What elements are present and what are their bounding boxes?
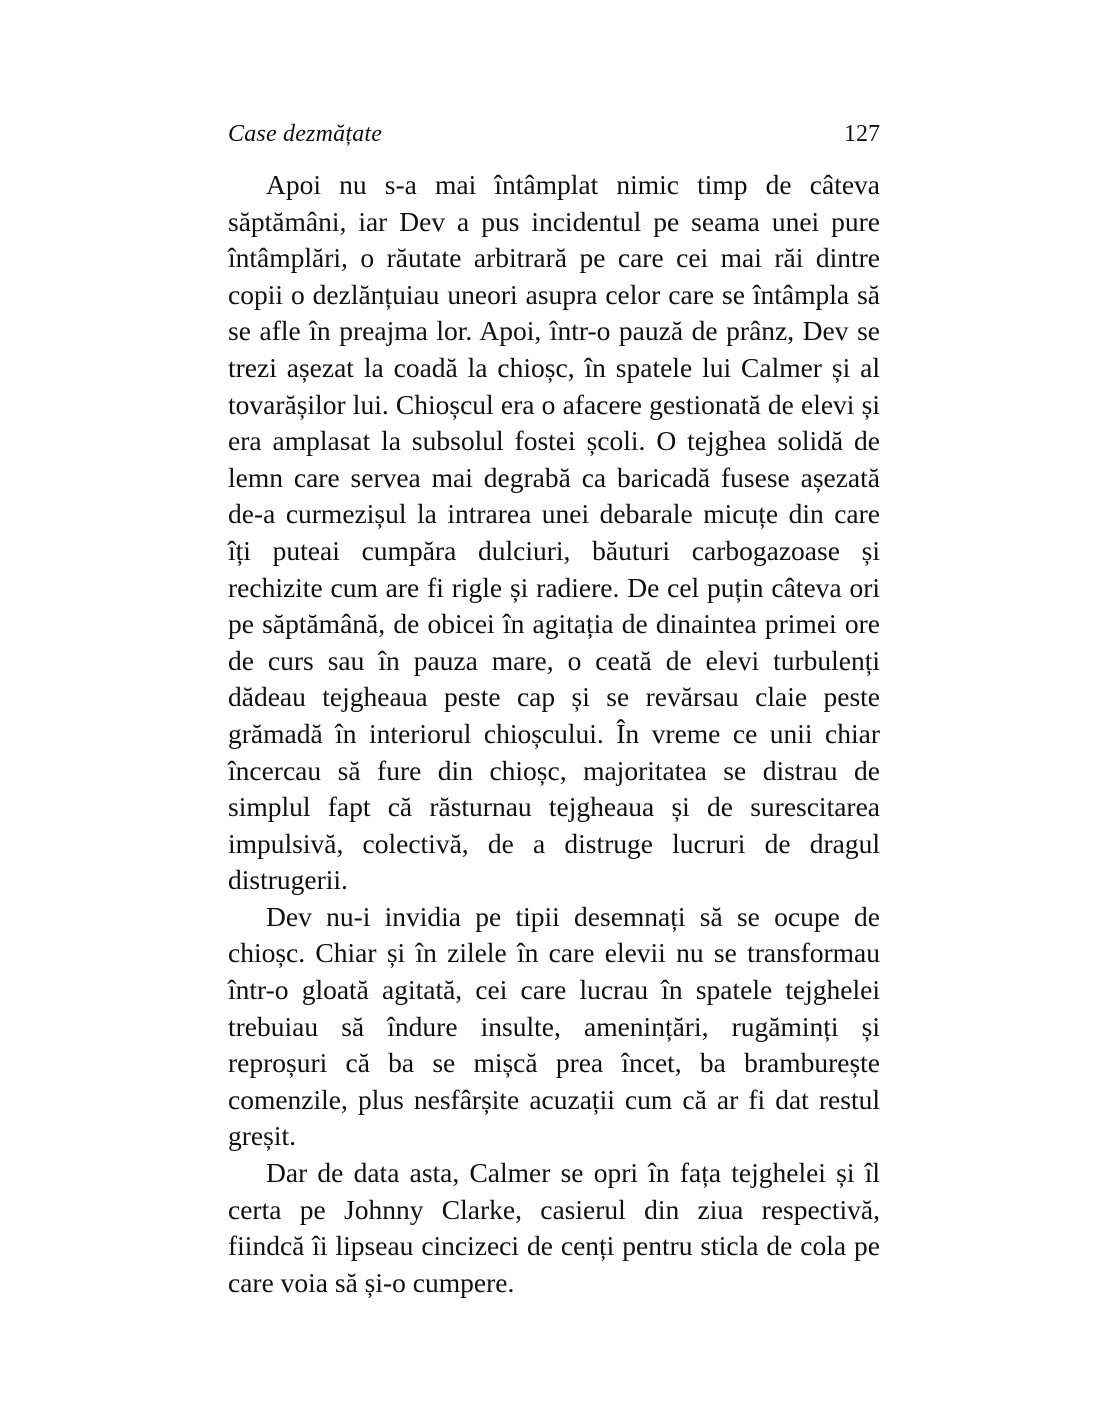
paragraph: Dar de data asta, Calmer se opri în fața tejghelei și îl certa pe Johnny Clarke, casierul din ziua respectivă, fiindcă îi lipseau cincizeci de cenți pentru sticla de cola pe care voia să și-o cumpere. (228, 1157, 880, 1298)
page-number: 127 (844, 121, 880, 147)
body-text (228, 167, 880, 1301)
running-head: Case dezmățate (228, 121, 383, 147)
paragraph: Dev nu-i invidia pe tipii desemnați să se ocupe de chioșc. Chiar și în zilele în care elevii nu se transformau într-o gloată agitată, cei care lucrau în spatele tejghelei trebuiau să îndure insulte, amenințări, rugăminți și reproșuri că ba se mișcă prea încet, ba bramburește comenzile, plus nesfârșite acuzații cum că ar fi dat restul greșit. (228, 900, 880, 1152)
page-header (228, 120, 880, 148)
paragraph: Apoi nu s-a mai întâmplat nimic timp de câteva săptămâni, iar Dev a pus incidentul pe seama unei pure întâmplări, o răutate arbitrară pe care cei mai răi dintre copii o dezlănțuiau uneori asupra celor care se întâmpla să se afle în preajma lor. Apoi, într-o pauză de prânz, Dev se trezi așezat la coadă la chioșc, în spatele lui Calmer și al tovarășilor lui. Chioșcul era o afacere gestionată de elevi și era amplasat la subsolul fostei școli. O tejghea solidă de lemn care servea mai degrabă ca baricadă fusese așezată de-a curmezișul la intrarea unei debarale micuțe din care îți puteai cumpăra dulciuri, băuturi carbogazoase și rechizite cum are fi rigle și radiere. De cel puțin câteva ori pe săptămână, de obicei în agitația de dinaintea primei ore de curs sau în pauza mare, o ceată de elevi turbulenți dădeau tejgheaua peste cap și se revărsau claie peste grămadă în interiorul chioșcului. În vreme ce unii chiar încercau să fure din chioșc, majoritatea se distrau de simplul fapt că răsturnau tejgheaua și de surescitarea impulsivă, colectivă, de a distruge lucruri de dragul distrugerii. (228, 169, 880, 896)
